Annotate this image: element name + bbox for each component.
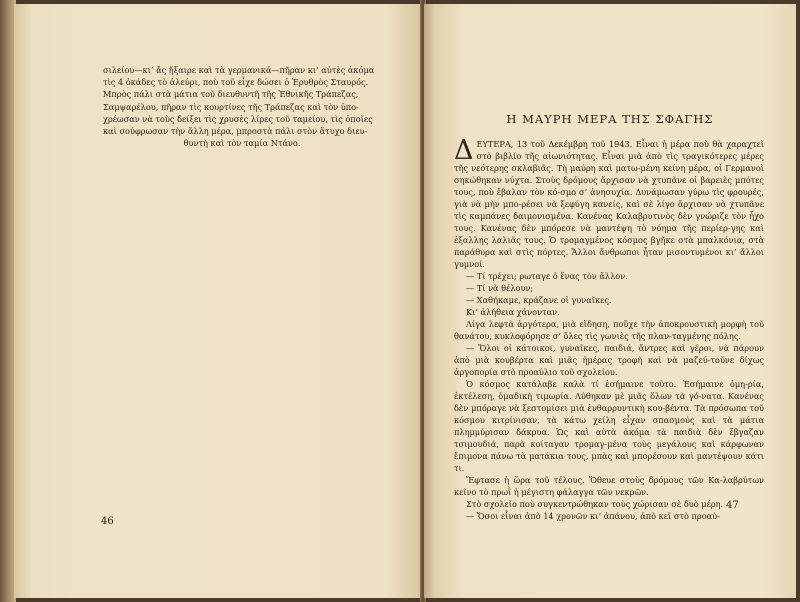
paragraph: Στὸ σχολεῖο ποὺ συγκεντρώθηκαν τοὺς χώρισαν σὲ δυὸ μέρη. <box>466 499 724 509</box>
text-line: τὶς 4 ὀκάδες τὸ ἀλεύρι, ποὺ τοῦ εἶχε δώσει ὁ Ἐρυθρὸς Σταυρός. <box>103 77 369 88</box>
paragraph: — Τί τρέχει; ρωταγε ὁ ἕνας τὸν ἄλλον. <box>466 271 628 281</box>
paragraph-text: ΕΥΤΕΡΑ, 13 τοῦ Δεκέμβρη τοῦ 1943. Εἶναι ἡ μέρα ποὺ θὰ χαραχτεῖ στὸ βιβλίο τῆς αἰωνιότητας. Εἶναι μιὰ ἀπὸ τὶς τραγικότερες μέρες τῆς νεότερης σκλαβιᾶς. Τὴ μαύρη καὶ ματω-μένη κείνη μέρα, οἱ Γερμανοὶ σηκώθηκαν νύχτα. Στοὺς δρόμους ἄρχισαν νὰ χτυπᾶνε οἱ βαρειὲς μπότες τους, ποὺ ἔβαλαν τὸν κό-σμο σ’ ἀνησυχία. Δυνάμωσαν γύρω τὶς φρουρές, γιὰ νὰ μὴν μπο-ρέσει νὰ ξεφύγη κανείς, καὶ σὲ λίγο ἄρχισαν νὰ χτυπᾶνε τὶς καμπάνες δαιμονισμένα. Κανένας Καλαβρυτινὸς δὲν γνώριζε τὸν ἦχο τους. Κανένας δὲν μπόρεσε νὰ μαντέψη τὸ νόημα τῆς περίερ-γης καὶ ἐξαλλης λαλιᾶς τους. Ὁ τρομαγμένος κόσμος βγῆκε στὰ μπαλκόνια, στὰ παράθυρα καὶ στὶς πόρτες. Ἄλλοι ἄνθρωποι ἦταν μισοντυμένοι κι’ ἄλλοι γυμνοί. <box>454 139 764 269</box>
drop-cap: Δ <box>454 135 474 166</box>
text-line: Μπρὸς πάλι στὰ μάτια τοῦ διευθυντῆ τῆς Ἐθνικῆς Τράπεζας, <box>103 89 359 100</box>
chapter-title: Η ΜΑΥΡΗ ΜΕΡΑ ΤΗΣ ΣΦΑΓΗΣ <box>506 112 714 126</box>
text-line: Σαμψαρέλου, πῆραν τὶς κουρτίνες τῆς Τράπεζας καὶ τὸν ὑπο- <box>103 101 359 112</box>
left-page-text <box>103 64 381 149</box>
left-page <box>14 4 422 598</box>
page-number: 46 <box>101 516 114 527</box>
paragraph: Κι’ ἀλήθεια χάνονταν. <box>466 307 560 317</box>
paragraph: — Ὅλοι οἱ κάτοικοι, γυναῖκες, παιδιά, ἄντρες καὶ γέροι, νὰ πάρουν ἀπὸ μιὰ κουβέρτα καὶ μιᾶς ἡμέρας τροφὴ καὶ νὰ μαζεύ-τοῦνε δίχως ἀργοπορία στὸ προαύλιο τοῦ σχολείου. <box>454 343 764 377</box>
paragraph: — Τί νὰ θέλουν; <box>466 283 534 293</box>
page-number: 47 <box>726 500 739 511</box>
paragraph: Ἔφτασε ἡ ὥρα τοῦ τέλους. Ὅθευε στοὺς δρόμους τῶν Κα-λαβρύτων κεῖνο τὸ πρωῒ ἡ μέγιστη φάλαγγα τῶν νεκρῶν. <box>454 475 764 497</box>
right-page <box>424 4 796 598</box>
paragraph: Ὁ κόσμος κατάλαβε καλὰ τί ἐσήμαινε τοῦτο. Ἐσήμαινε ὁμη-ρία, ἐκτέλεση, ὁμαδικὴ τιμωρία. Λύθηκαν μὲ μιᾶς ὅλων τὰ γό-νατα. Κανένας δὲν μπόραγε νὰ ξεστομίσει μιὰ ἐνθαρρυντικὴ κου-βέντα. Τὰ πρόσωπα τοῦ κόσμου κιτρίνισαν, τὰ κάτω χείλη εἶχαν σπασμούς καὶ τὰ μάτια πλημμύρισαν δάκρυα. Ὡς καὶ αὐτὰ ἀκόμα τὰ παιδιὰ δὲν ἔβγαζαν τσιμουδιά, παρὰ κοίταγαν τρομαγ-μένα τοὺς μεγάλους καὶ κάρφωναν ἔπιμονα πάνω τὰ ματάκια τους, μπὰς καὶ μπορέσουν καὶ μαντέψουν κάτι τι. <box>454 379 764 473</box>
paragraph: — Χαθήκαμε, κράζανε οἱ γυναῖκες. <box>466 295 612 305</box>
paragraph <box>454 135 764 270</box>
right-page-text <box>454 135 764 522</box>
text-line: χρέωσαν νὰ τοὺς δείξει τὶς χρυσὲς λίρες τοῦ ταμείου, τὶς ὁποῖες <box>103 113 373 124</box>
paragraph: Λίγα λεφτὰ ἀργότερα, μιὰ εἴδηση, ποὔχε τὴν ἀποκρουστικὴ μορφὴ τοῦ θανάτου, κυκλοφόρησε σ’ ὅλες τὶς γωνιὲς τῆς πλαν-ταγμένης πόλης. <box>454 319 764 341</box>
text-line: καὶ σούφρωσαν τὴν ἄλλη μέρα, μπροστὰ πάλι στὸν ἄτυχο διευ- <box>103 126 368 137</box>
text-line: σιλείου—κι’ ἄς ἤξαιρε καὶ τὰ γερμανικά—πῆραν κι’ αὐτὲς ἀκόμα <box>103 65 375 75</box>
text-line: θυντὴ καὶ τὸν ταμία Ντάνο. <box>183 138 301 149</box>
paragraph: — Ὅσοι εἶναι ἀπὸ 14 χρονῶν κι’ ἀπάνου, ἀπὸ κεῖ στὸ προαύ- <box>466 511 720 521</box>
